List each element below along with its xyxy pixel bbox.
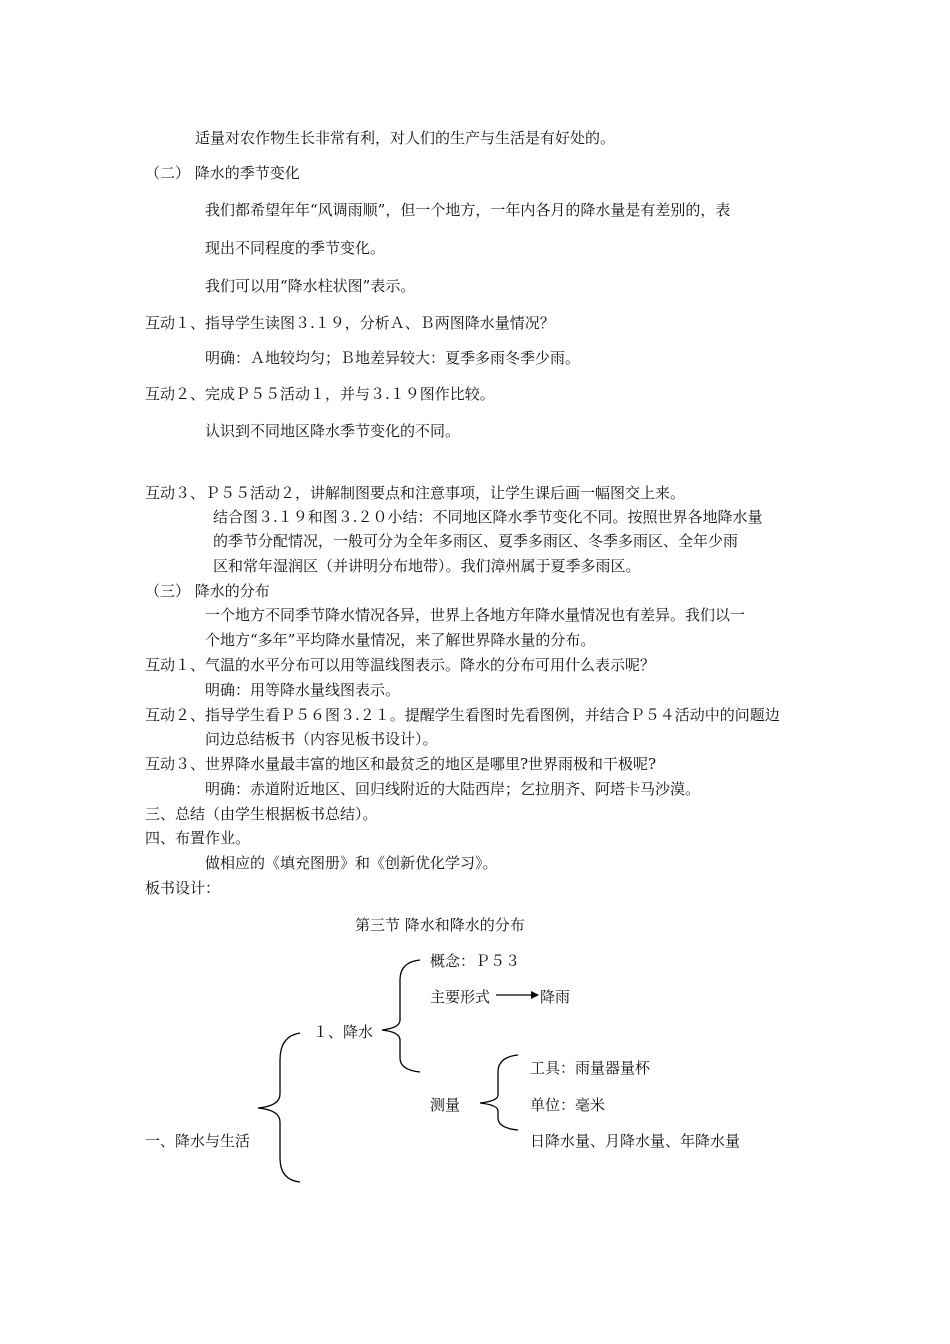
text-line: 明确：Ａ地较均匀；Ｂ地差异较大：夏季多雨冬季少雨。 [205, 349, 581, 367]
text-line: 区和常年湿润区（并讲明分布地带）。我们漳州属于夏季多雨区。 [213, 557, 641, 575]
board-title: 第三节 降水和降水的分布 [355, 916, 525, 934]
section-heading: （三） 降水的分布 [145, 582, 270, 600]
text-line: 三、总结（由学生根据板书总结）。 [145, 805, 378, 823]
text-line: 板书设计： [145, 879, 221, 897]
text-line: 个地方“多年”平均降水量情况，来了解世界降水量的分布。 [205, 631, 596, 649]
text-line: 问边总结板书（内容见板书设计）。 [205, 730, 438, 748]
large-brace-icon [258, 1033, 300, 1182]
text-line: 互动１、指导学生读图３.１９，分析Ａ、Ｂ两图降水量情况？ [145, 314, 555, 332]
board-concept: 概念：Ｐ５３ [430, 952, 521, 970]
board-main-form: 主要形式 [430, 988, 491, 1006]
board-tools: 工具：雨量器量杯 [530, 1059, 651, 1077]
text-line: 我们可以用“降水柱状图”表示。 [205, 277, 416, 295]
board-precipitation: １、降水 [313, 1023, 374, 1041]
precipitation-brace-icon [382, 960, 420, 1072]
text-line: 明确：用等降水量线图表示。 [205, 681, 401, 699]
text-line: 结合图３.１９和图３.２０小结：不同地区降水季节变化不同。按照世界各地降水量 [213, 508, 763, 526]
text-line: 我们都希望年年“风调雨顺”，但一个地方，一年内各月的降水量是有差别的，表 [205, 201, 731, 219]
board-section-one: 一、降水与生活 [145, 1132, 251, 1150]
section-heading: （二） 降水的季节变化 [145, 164, 300, 182]
board-unit: 单位：毫米 [530, 1096, 606, 1114]
text-line: 一个地方不同季节降水情况各异，世界上各地方年降水量情况也有差异。我们以一 [205, 606, 746, 624]
text-line: 现出不同程度的季节变化。 [205, 239, 386, 257]
board-rain: 降雨 [540, 988, 571, 1006]
measure-brace-icon [480, 1055, 518, 1130]
text-line: 的季节分配情况，一般可分为全年多雨区、夏季多雨区、冬季多雨区、全年少雨 [213, 532, 739, 550]
text-line: 做相应的《填充图册》和《创新优化学习》。 [205, 854, 498, 872]
text-line: 互动１、气温的水平分布可以用等温线图表示。降水的分布可用什么表示呢？ [145, 656, 656, 674]
text-line: 适量对农作物生长非常有利，对人们的生产与生活是有好处的。 [195, 129, 616, 147]
board-measure: 测量 [430, 1096, 461, 1114]
text-line: 互动３、世界降水量最丰富的地区和最贫乏的地区是哪里?世界雨极和干极呢? [145, 755, 657, 773]
text-line: 明确：赤道附近地区、回归线附近的大陆西岸；乞拉朋齐、阿塔卡马沙漠。 [205, 780, 701, 798]
text-line: 互动３、Ｐ５５活动２，讲解制图要点和注意事项，让学生课后画一幅图交上来。 [145, 484, 686, 502]
text-line: 互动２、指导学生看Ｐ５６图３.２１。提醒学生看图时先看图例，并结合Ｐ５４活动中的问题边 [145, 706, 780, 724]
text-line: 认识到不同地区降水季节变化的不同。 [205, 422, 461, 440]
text-line: 四、布置作业。 [145, 829, 251, 847]
text-line: 互动２、完成Ｐ５５活动１，并与３.１９图作比较。 [145, 385, 495, 403]
board-amounts: 日降水量、月降水量、年降水量 [530, 1132, 741, 1150]
